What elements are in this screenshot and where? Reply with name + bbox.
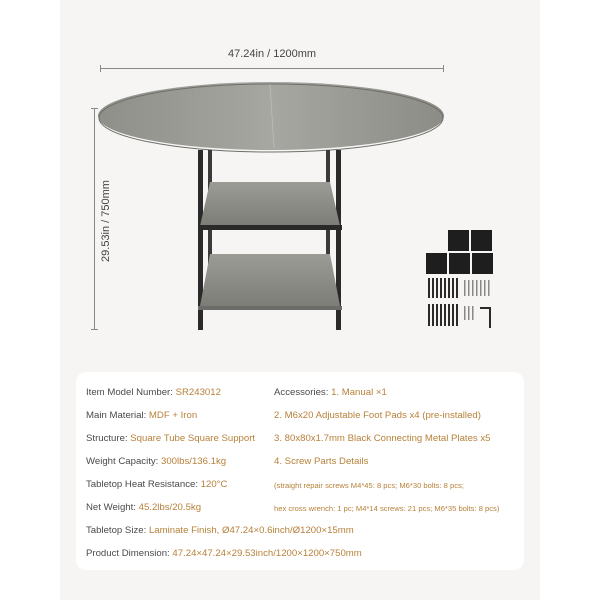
hex-wrench (480, 308, 490, 328)
table-illustration (98, 82, 448, 332)
metal-plate (449, 253, 470, 274)
tabletop (98, 82, 444, 150)
metal-plate (472, 253, 493, 274)
spec-item-model: Item Model Number: SR243012 (86, 387, 221, 398)
upper-shelf (200, 182, 340, 226)
height-dimension-line (94, 108, 95, 330)
accessory-foot-pads: 2. M6x20 Adjustable Foot Pads x4 (pre-installed) (274, 410, 481, 421)
spec-net-weight: Net Weight: 45.2lbs/20.5kg (86, 502, 202, 513)
spec-weight-capacity: Weight Capacity: 300lbs/136.1kg (86, 456, 227, 467)
accessory-parts-illustration (420, 228, 500, 336)
width-dimension-line (100, 68, 444, 69)
spec-accessories: Accessories: 1. Manual ×1 (274, 387, 387, 398)
screw-details-line-2: hex cross wrench: 1 pc; M4*14 screws: 21 pcs; M6*35 bolts: 8 pcs) (274, 504, 500, 513)
lower-shelf (200, 254, 340, 306)
spec-tabletop-size: Tabletop Size: Laminate Finish, Ø47.24×0.6inch/Ø1200×15mm (86, 525, 354, 536)
metal-plate (471, 230, 492, 251)
height-dimension-label: 29.53in / 750mm (100, 180, 112, 262)
screw-details-line-1: (straight repair screws M4*45: 8 pcs; M6*30 bolts: 8 pcs; (274, 481, 464, 490)
spec-heat-resistance: Tabletop Heat Resistance: 120°C (86, 479, 228, 490)
spec-structure: Structure: Square Tube Square Support (86, 433, 256, 444)
metal-plate (426, 253, 447, 274)
spec-main-material: Main Material: MDF + Iron (86, 410, 198, 421)
accessory-metal-plates: 3. 80x80x1.7mm Black Connecting Metal Plates x5 (274, 433, 491, 444)
accessory-screw-parts: 4. Screw Parts Details (274, 456, 369, 467)
metal-plate (448, 230, 469, 251)
width-dimension-label: 47.24in / 1200mm (227, 48, 317, 60)
specification-card (76, 372, 524, 570)
spec-product-dimension: Product Dimension: 47.24×47.24×29.53inch/1200×1200×750mm (86, 548, 362, 559)
